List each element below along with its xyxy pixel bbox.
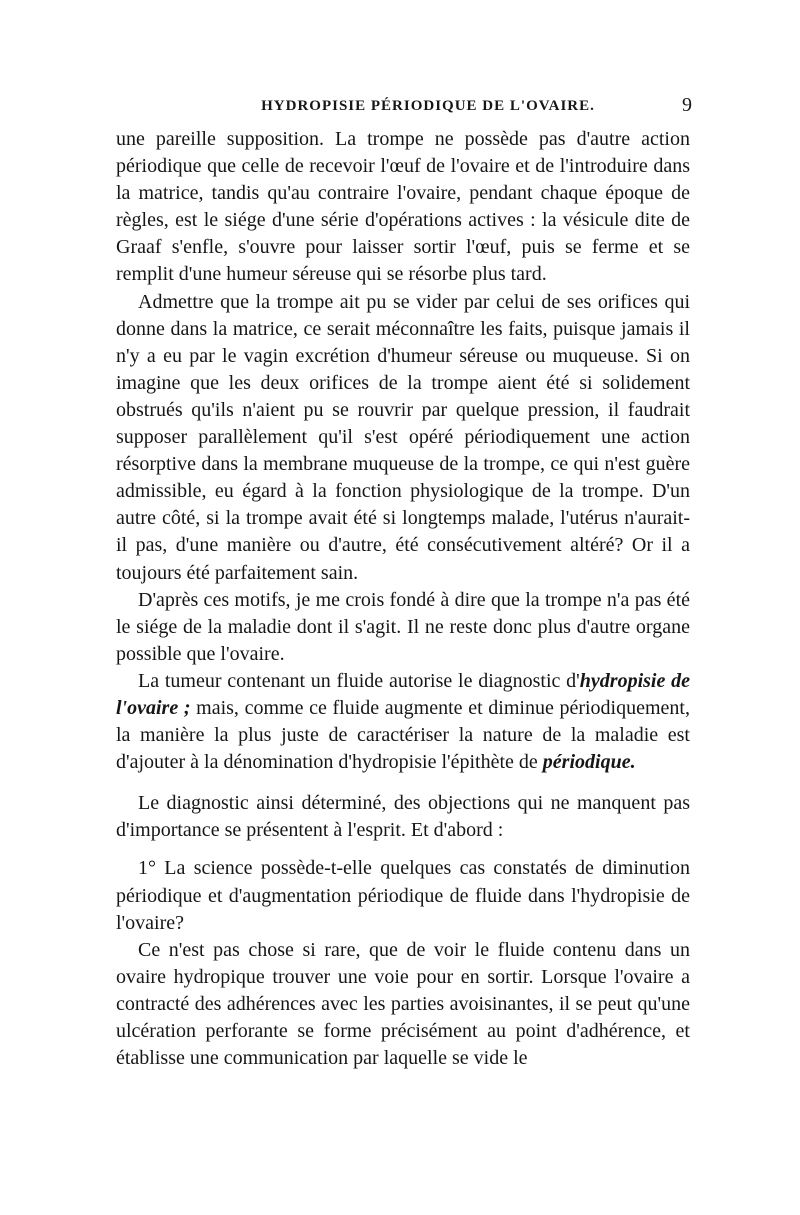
paragraph-6: 1° La science possède-t-elle quelques cas constatés de diminution périodique et d'augmentation périodique de fluide dans l'hydropisie de l'ovaire? [116, 857, 690, 934]
running-title: HYDROPISIE PÉRIODIQUE DE L'OVAIRE. [261, 98, 595, 114]
paragraph-4 [116, 668, 690, 776]
paragraph-2: Admettre que la trompe ait pu se vider par celui de ses orifices qui donne dans la matrice, ce serait méconnaître les faits, puisque jamais il n'y a eu par le vagin excrétion d'humeur séreuse ou muqueuse. Si on imagine que les deux orifices de la trompe aient été si solidement obstrués qu'ils n'aient pu se rouvrir par quelque pression, il faudrait supposer parallèlement qu'il s'est opéré périodiquement une action résorptive dans la membrane muqueuse de la trompe, ce qui n'est guère admissible, eu égard à la fonction physiologique de la trompe. D'un autre côté, si la trompe avait été si longtemps malade, l'utérus n'aurait-il pas, d'une manière ou d'autre, été consécutivement altéré? Or il a toujours été parfaitement sain. [116, 290, 690, 584]
paragraph-7: Ce n'est pas chose si rare, que de voir le fluide contenu dans un ovaire hydropique trouver une voie pour en sortir. Lorsque l'ovaire a contracté des adhérences avec les parties avoisinantes, il se peut qu'une ulcération perforante se forme précisément au point d'adhérence, et établisse une communication par laquelle se vide le [116, 938, 690, 1070]
paragraph-1: une pareille supposition. La trompe ne possède pas d'autre action périodique que celle de recevoir l'œuf de l'ovaire et de l'introduire dans la matrice, tandis qu'au contraire l'ovaire, pendant chaque époque de règles, est le siége d'une série d'opérations actives : la vésicule dite de Graaf s'enfle, s'ouvre pour laisser sortir l'œuf, puis se ferme et se remplit d'une humeur séreuse qui se résorbe plus tard. [116, 128, 690, 286]
paragraph-3: D'après ces motifs, je me crois fondé à dire que la trompe n'a pas été le siége de la maladie dont il s'agit. Il ne reste donc plus d'autre organe possible que l'ovaire. [116, 588, 690, 665]
paragraph-4-emphasis-a: hydropisie de l'ovaire ; [116, 669, 690, 719]
paragraph-4-text-b: mais, comme ce fluide augmente et diminue périodiquement, la manière la plus juste de caractériser la nature de la maladie est d'ajouter à la dénomination d'hydropisie l'épithète de [116, 696, 690, 774]
page-number: 9 [682, 94, 692, 116]
body-text [116, 126, 690, 1072]
running-header [116, 94, 692, 124]
paragraph-5: Le diagnostic ainsi déterminé, des objections qui ne manquent pas d'importance se présentent à l'esprit. Et d'abord : [116, 792, 690, 842]
paragraph-4-emphasis-b: périodique. [542, 751, 636, 774]
paragraph-4-text-a: La tumeur contenant un fluide autorise le diagnostic d' [138, 669, 580, 692]
